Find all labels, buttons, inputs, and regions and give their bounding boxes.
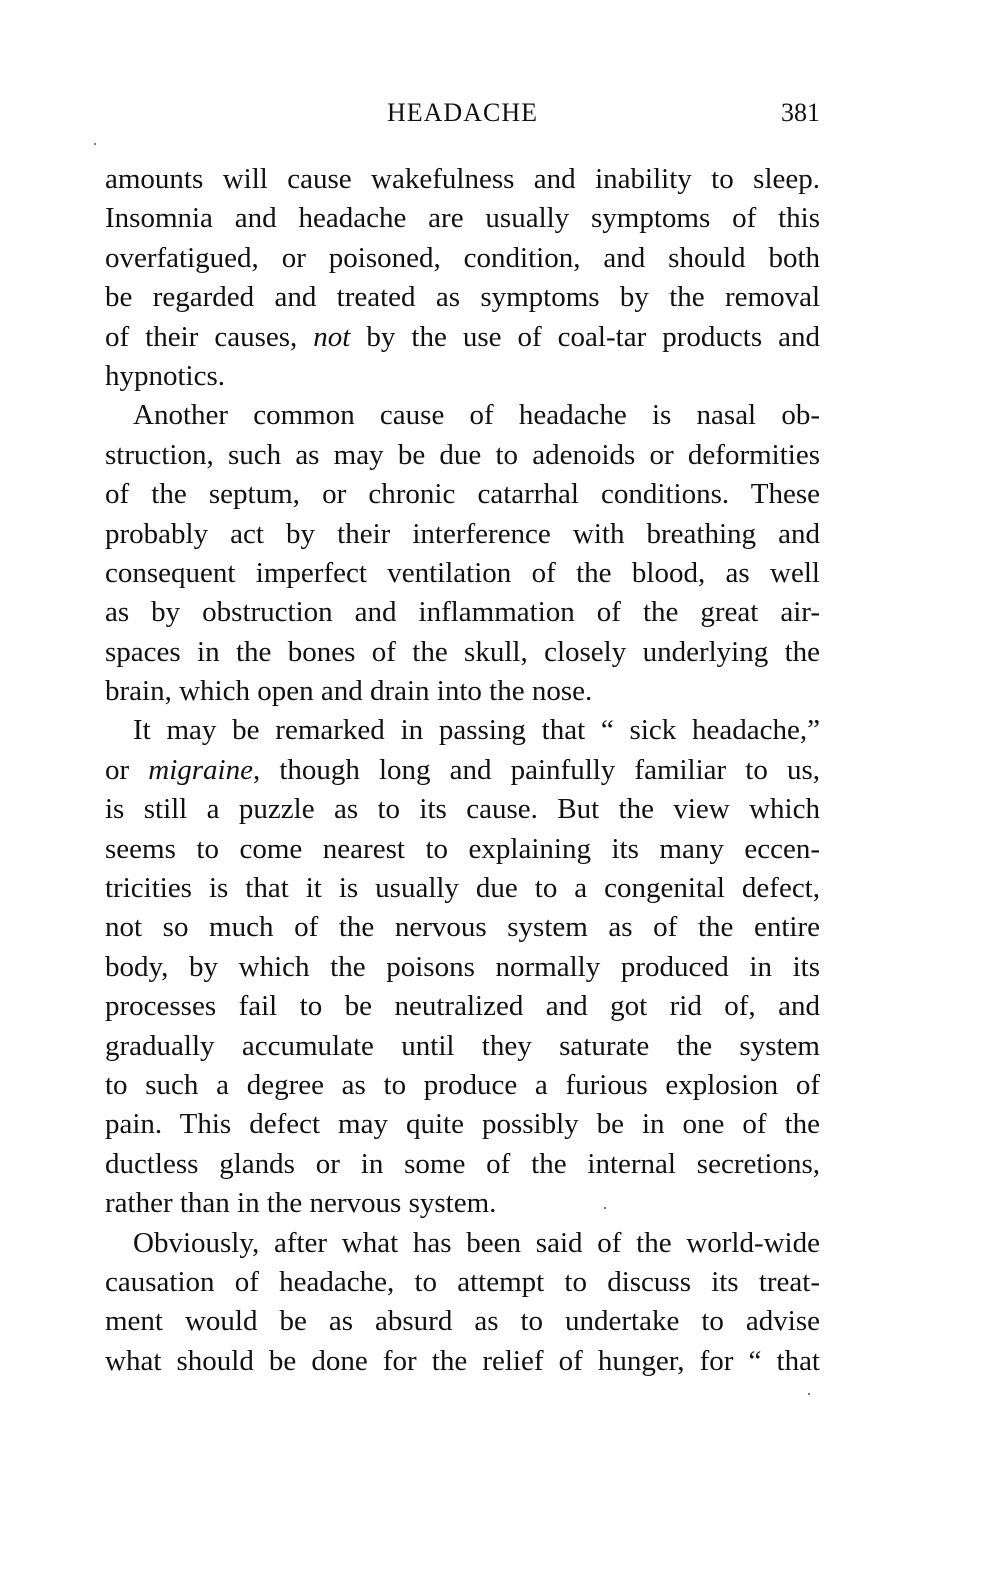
text-line: brain, which open and drain into the nose. — [105, 675, 593, 708]
text-line: tricities is that it is usually due to a congenital defect, — [105, 872, 820, 905]
text-line: struction, such as may be due to adenoids or deformities — [105, 438, 820, 471]
text-line: processes fail to be neutralized and got rid of, and — [105, 990, 820, 1023]
text-line: to such a degree as to produce a furious explosion of — [105, 1068, 820, 1101]
text-line: seems to come nearest to explaining its many eccen- — [105, 832, 820, 865]
scan-speck — [604, 1207, 606, 1209]
text-line: what should be done for the relief of hunger, for “ that — [105, 1344, 820, 1377]
page-number: 381 — [781, 98, 820, 127]
text-line: probably act by their interference with breathing and — [105, 517, 820, 550]
text-line: gradually accumulate until they saturate the system — [105, 1029, 820, 1062]
text-line: spaces in the bones of the skull, closely underlying the — [105, 635, 820, 668]
scan-speck — [94, 143, 96, 145]
text-line: pain. This defect may quite possibly be in one of the — [105, 1108, 820, 1141]
scan-speck — [808, 1393, 810, 1395]
paragraph — [105, 160, 820, 396]
running-title: HEADACHE — [387, 98, 538, 127]
text-line: as by obstruction and inflammation of the great air- — [105, 596, 820, 629]
text-line: not so much of the nervous system as of the entire — [105, 911, 820, 944]
text-line: is still a puzzle as to its cause. But the view which — [105, 793, 820, 826]
text-line: ductless glands or in some of the internal secretions, — [105, 1147, 820, 1180]
italic-term: migraine — [148, 753, 253, 786]
text-line: hypnotics. — [105, 359, 226, 392]
text-line: body, by which the poisons normally produced in its — [105, 950, 820, 983]
text-line: of the septum, or chronic catarrhal conditions. These — [105, 478, 820, 511]
body-text — [105, 160, 820, 1381]
paragraph — [105, 396, 820, 711]
text-line: amounts will cause wakefulness and inability to sleep. — [105, 163, 820, 195]
text-line: overfatigued, or poisoned, condition, and should both — [105, 241, 820, 274]
paragraph — [105, 1224, 820, 1382]
text-line: Another common cause of headache is nasal ob- — [133, 399, 820, 432]
text-line: of their causes, not by the use of coal-tar products and — [105, 320, 820, 353]
italic-term: not — [313, 320, 351, 353]
text-line: consequent imperfect ventilation of the blood, as well — [105, 556, 820, 589]
text-line: ment would be as absurd as to undertake to advise — [105, 1305, 820, 1338]
text-line: or migraine, though long and painfully familiar to us, — [105, 753, 820, 786]
text-line: Obviously, after what has been said of the world-wide — [133, 1226, 820, 1259]
text-line: Insomnia and headache are usually symptoms of this — [105, 202, 820, 235]
text-line: rather than in the nervous system. — [105, 1187, 497, 1220]
text-line: It may be remarked in passing that “ sick headache,” — [133, 714, 820, 747]
paragraph — [105, 711, 820, 1223]
text-line: causation of headache, to attempt to discuss its treat- — [105, 1265, 820, 1298]
text-line: be regarded and treated as symptoms by the removal — [105, 281, 820, 314]
running-head — [105, 98, 820, 134]
